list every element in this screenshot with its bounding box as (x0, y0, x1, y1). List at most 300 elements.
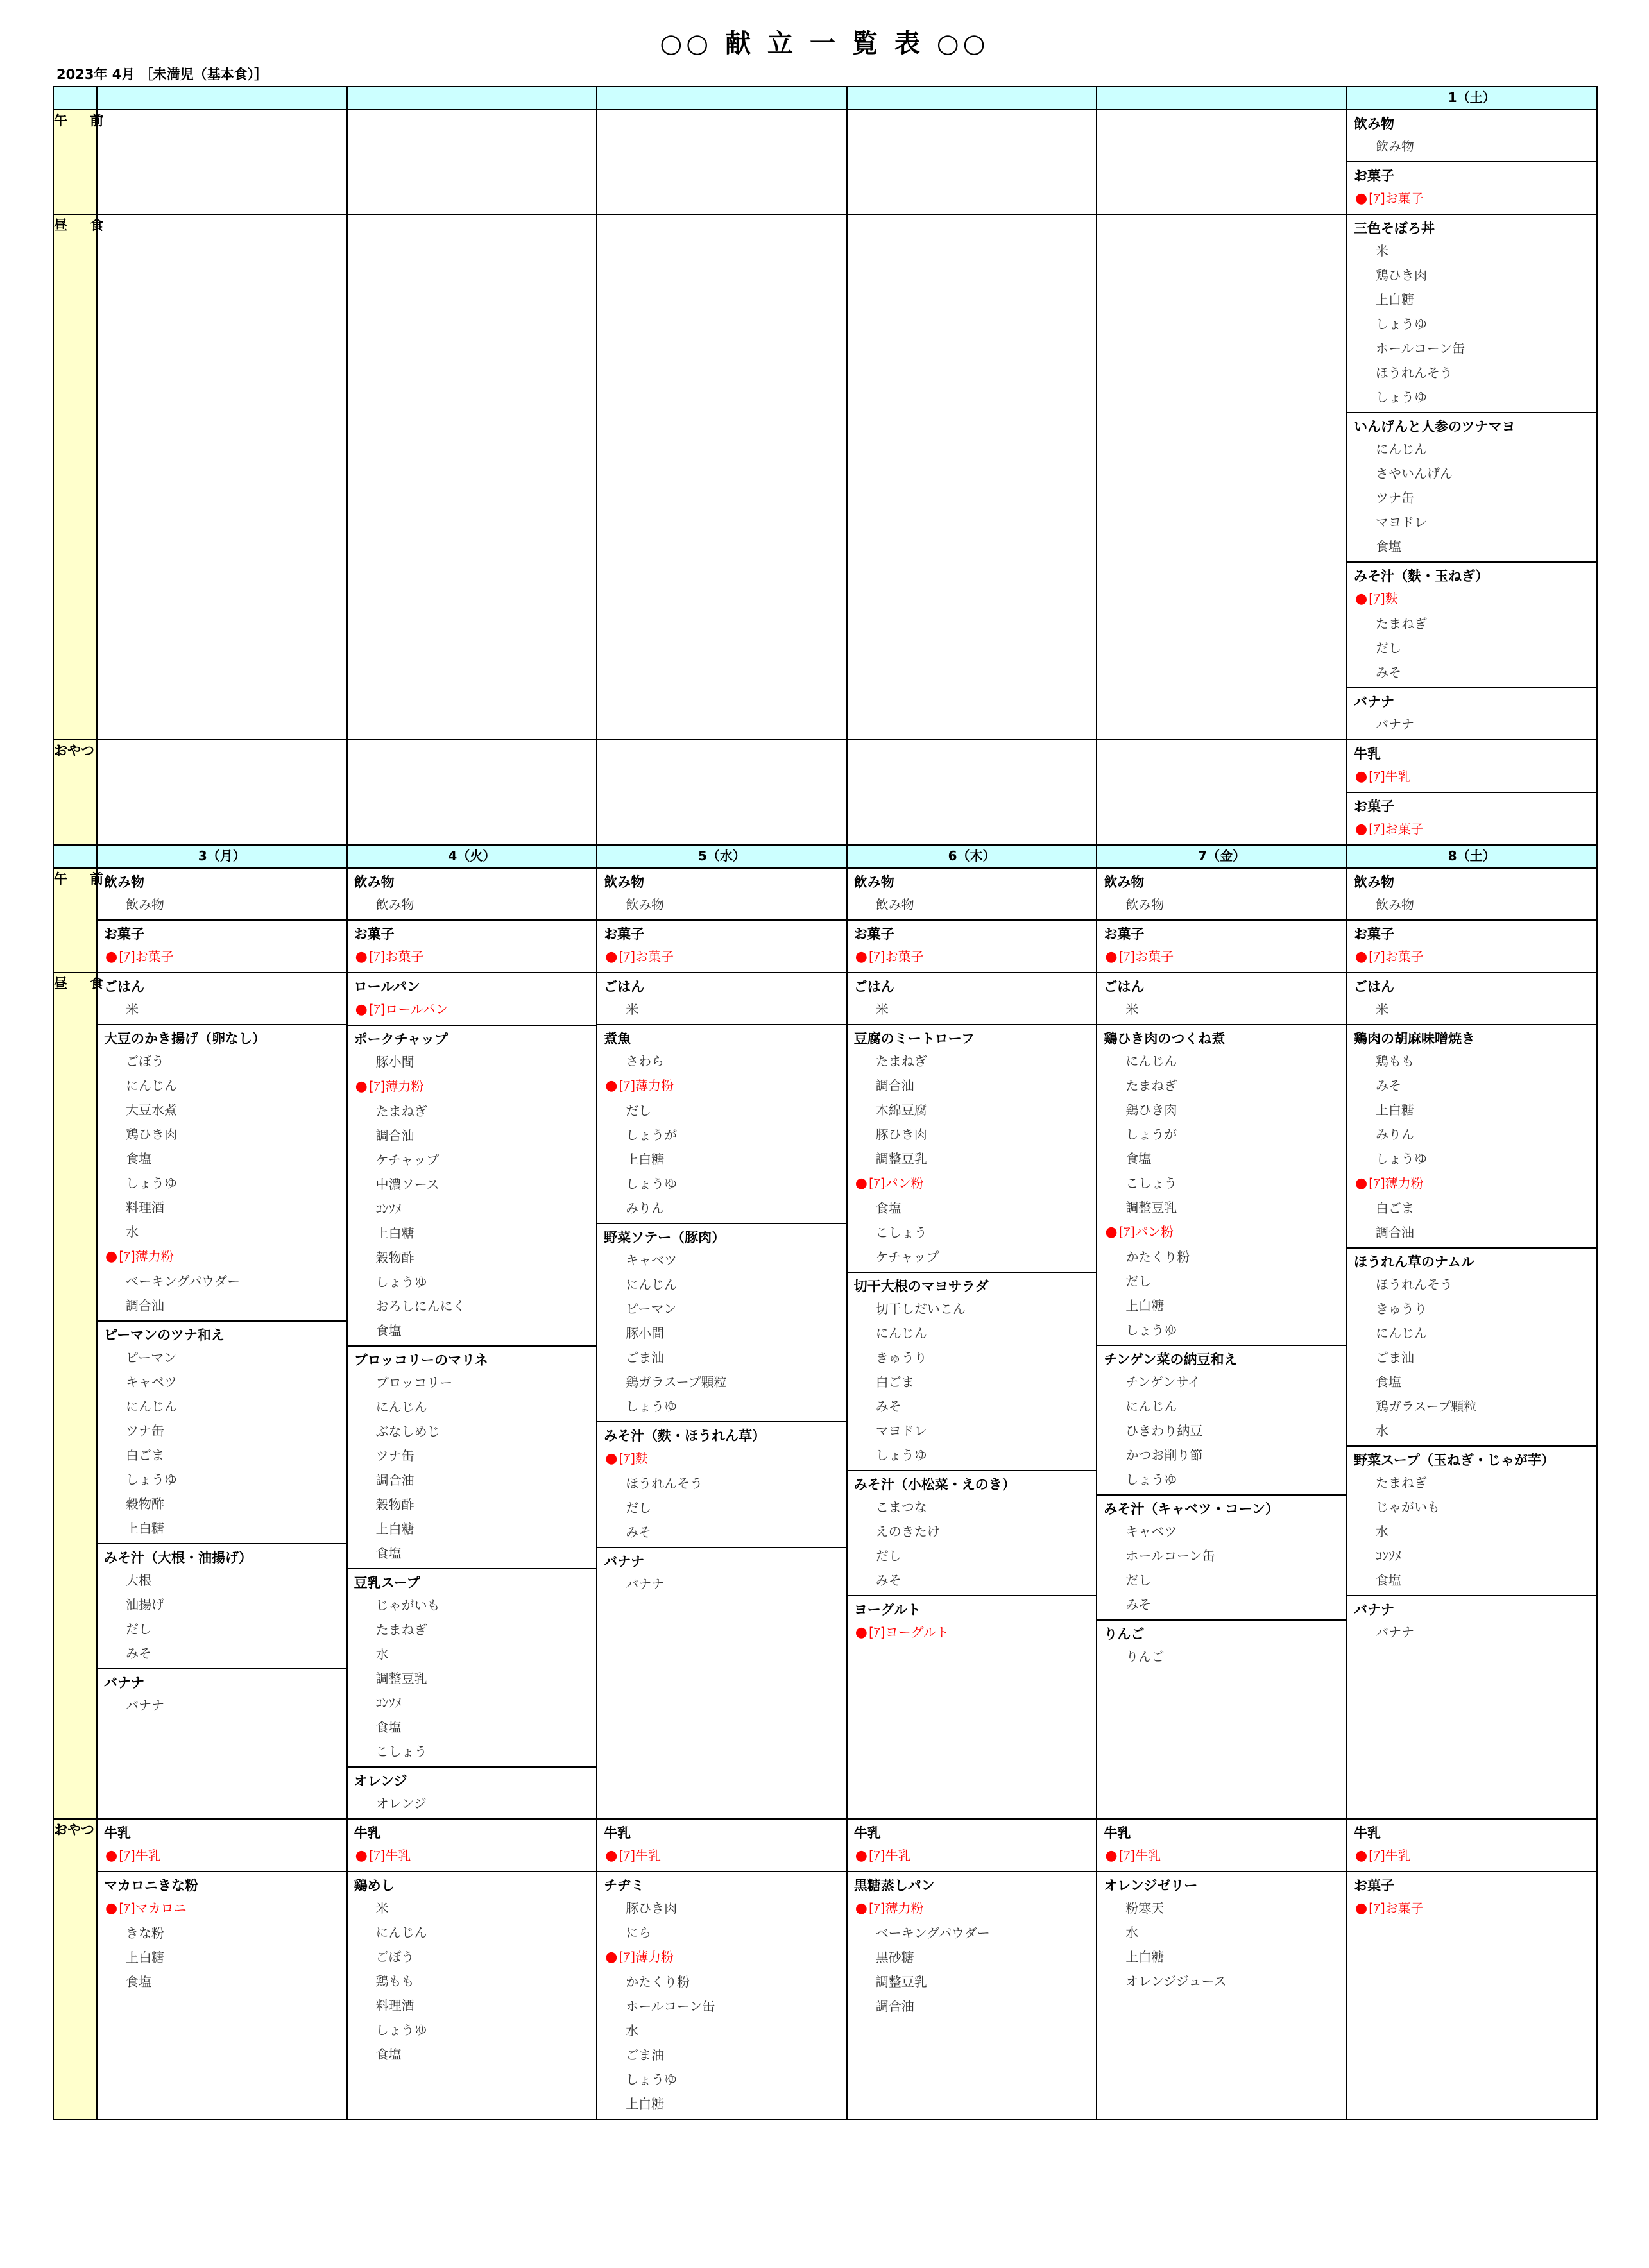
ingredient (848, 997, 1097, 1021)
dish-name: お菓子 (104, 926, 144, 942)
menu-cell (347, 868, 597, 973)
day-header: 3（月） (97, 845, 347, 868)
ingredient (597, 1520, 846, 1544)
ingredient (1097, 1568, 1346, 1592)
ingredient-text: こしょう (1125, 1175, 1177, 1191)
ingredient (848, 892, 1097, 917)
snack-row (53, 740, 1597, 845)
ingredient-text: [ｱ]お菓子 (868, 949, 924, 964)
dish (1347, 1025, 1596, 1249)
ingredient (597, 1394, 846, 1419)
ingredient-text: ホールコーン缶 (1125, 1548, 1215, 1564)
ingredient-text: だし (1375, 640, 1401, 656)
ingredient (98, 1049, 346, 1073)
menu-cell (347, 740, 597, 845)
dish (1347, 1820, 1596, 1872)
ingredient-text: にら (626, 1925, 652, 1940)
ingredient (348, 1541, 597, 1565)
ingredient-text: ベーキングパウダー (875, 1925, 990, 1941)
ingredient (597, 1994, 846, 2018)
dish (98, 921, 346, 972)
ingredient (597, 1248, 846, 1272)
ingredient-text: キャベツ (126, 1374, 177, 1390)
ingredient (848, 1049, 1097, 1073)
dish-name: ごはん (853, 979, 894, 994)
ingredient-text: マヨドレ (1375, 515, 1427, 530)
ingredient (1097, 1269, 1346, 1293)
dish (98, 869, 346, 921)
ingredient-text: 調整豆乳 (1125, 1200, 1177, 1215)
ingredient (98, 1122, 346, 1147)
dish (1097, 1820, 1346, 1872)
ingredient-text: ツナ缶 (1375, 490, 1414, 506)
ingredient-text: しょうゆ (1375, 389, 1427, 405)
lunch-row (53, 214, 1597, 740)
ingredient-text: 水 (1375, 1423, 1388, 1438)
dish-name: 豆乳スープ (354, 1575, 420, 1590)
menu-cell (1347, 868, 1597, 973)
ingredient-text: 上白糖 (126, 1950, 164, 1965)
ingredient (1347, 1519, 1596, 1544)
ingredient-text: おろしにんにく (375, 1299, 466, 1314)
ingredient (348, 1123, 597, 1148)
allergen-ingredient (98, 1843, 346, 1868)
menu-cell (847, 973, 1097, 1819)
menu-table (53, 86, 1598, 2120)
ingredient (1347, 1297, 1596, 1321)
allergen-ingredient (597, 944, 846, 969)
ingredient-text: 調合油 (875, 1078, 914, 1093)
allergen-dot-icon: ● (1354, 1900, 1368, 1916)
ingredient-text: 飲み物 (126, 897, 164, 912)
ingredient (1347, 437, 1596, 461)
ingredient-text: 上白糖 (126, 1521, 164, 1536)
lunch-label (53, 214, 113, 740)
ingredient-text: 鶏ひき肉 (126, 1127, 177, 1142)
dish-name: ポークチャップ (354, 1032, 448, 1047)
ingredient-text: ホールコーン缶 (1375, 341, 1465, 356)
ingredient (348, 1617, 597, 1642)
dish-name: みそ汁（麩・玉ねぎ） (1353, 568, 1489, 584)
dish-name: バナナ (104, 1675, 144, 1691)
morning-label (53, 110, 113, 214)
dish (1097, 1346, 1346, 1496)
ingredient-text: マヨドレ (875, 1423, 927, 1438)
dish (348, 869, 597, 921)
menu-cell (847, 740, 1097, 845)
ingredient-text: 穀物酢 (375, 1250, 414, 1265)
dish-name: 飲み物 (1104, 874, 1145, 890)
ingredient-text: みそ (1375, 665, 1401, 680)
ingredient (1347, 1098, 1596, 1122)
ingredient-text: 白ごま (126, 1447, 164, 1463)
ingredient-text: みそ (875, 1573, 901, 1588)
ingredient-text: 鶏もも (375, 1974, 414, 1989)
ingredient (848, 1220, 1097, 1245)
dish-name: お菓子 (853, 926, 894, 942)
ingredient (1347, 486, 1596, 510)
ingredient-text: 鶏ひき肉 (1125, 1102, 1177, 1118)
ingredient (348, 892, 597, 917)
meal-label-text: 午 前 (54, 113, 113, 128)
ingredient (597, 1920, 846, 1945)
dish-name: ごはん (104, 979, 144, 994)
ingredient-text: キャベツ (1125, 1524, 1177, 1539)
ingredient-text: [ｱ]薄力粉 (1369, 1175, 1424, 1191)
ingredient-text: ごま油 (626, 2047, 665, 2063)
allergen-dot-icon: ● (855, 1624, 867, 1641)
ingredient-text: にんじん (1375, 441, 1427, 457)
ingredient-text: 飲み物 (1375, 139, 1414, 154)
ingredient-text: 食塩 (126, 1151, 151, 1166)
ingredient-text: 鶏ガラスープ顆粒 (626, 1374, 727, 1390)
ingredient-text: しょうゆ (1125, 1472, 1177, 1487)
ingredient-text: ごま油 (1375, 1350, 1414, 1365)
menu-cell (1097, 740, 1347, 845)
allergen-ingredient (848, 1620, 1097, 1645)
ingredient-text: 油揚げ (126, 1597, 164, 1612)
ingredient (348, 1517, 597, 1541)
allergen-ingredient (848, 1843, 1097, 1868)
allergen-ingredient (597, 1945, 846, 1970)
dish-name: ブロッコリーのマリネ (354, 1352, 488, 1368)
menu-cell (597, 214, 847, 740)
ingredient (1347, 1620, 1596, 1644)
ingredient (1347, 1471, 1596, 1495)
ingredient-text: 食塩 (1375, 1573, 1401, 1588)
dish-name: みそ汁（大根・油揚げ） (104, 1550, 252, 1565)
ingredient (1347, 1419, 1596, 1443)
ingredient-text: みそ (875, 1399, 901, 1414)
allergen-ingredient (98, 1896, 346, 1921)
ingredient-text: ごま油 (626, 1350, 665, 1365)
ingredient (1097, 1122, 1346, 1147)
ingredient (1347, 1495, 1596, 1519)
morning-label (53, 868, 113, 973)
ingredient-text: 穀物酢 (126, 1496, 164, 1512)
menu-cell (1347, 110, 1597, 214)
ingredient-text: さわら (626, 1053, 665, 1069)
ingredient-text: 飲み物 (875, 897, 914, 912)
ingredient (848, 1245, 1097, 1269)
ingredient (98, 1921, 346, 1945)
ingredient (348, 1270, 597, 1294)
ingredient (1097, 1544, 1346, 1568)
allergen-dot-icon: ● (1354, 591, 1368, 607)
dish-name: 豆腐のミートローフ (853, 1031, 975, 1046)
dish-name: 牛乳 (1353, 746, 1381, 762)
dish-name: りんご (1104, 1626, 1145, 1642)
ingredient (597, 1123, 846, 1147)
dish (348, 1820, 597, 1872)
allergen-ingredient (98, 1244, 346, 1269)
ingredient (1097, 1443, 1346, 1467)
ingredient-text: にんじん (1125, 1399, 1177, 1414)
ingredient-text: 米 (1375, 1002, 1388, 1017)
dish-name: 鶏肉の胡麻味噌焼き (1353, 1031, 1475, 1046)
dish (98, 973, 346, 1025)
ingredient-text: 木綿豆腐 (875, 1102, 927, 1118)
allergen-dot-icon: ● (1105, 1224, 1118, 1240)
dish-name: 飲み物 (853, 874, 894, 890)
ingredient (348, 1318, 597, 1343)
menu-cell (847, 110, 1097, 214)
allergen-ingredient (1347, 944, 1596, 969)
allergen-dot-icon: ● (105, 949, 118, 965)
menu-cell (597, 973, 847, 1819)
ingredient-text: 上白糖 (1125, 1298, 1165, 1313)
ingredient-text: みそ (1125, 1597, 1152, 1612)
allergen-ingredient (597, 1843, 846, 1868)
ingredient (348, 1739, 597, 1764)
ingredient-text: 鶏もも (1375, 1053, 1414, 1069)
ingredient (597, 1049, 846, 1073)
ingredient-text: [ｱ]薄力粉 (119, 1249, 174, 1264)
allergen-dot-icon: ● (1354, 949, 1368, 965)
allergen-dot-icon: ● (605, 949, 618, 965)
ingredient-text: 切干しだいこん (875, 1301, 966, 1317)
ingredient-text: 豚小間 (626, 1326, 665, 1341)
dish (1347, 869, 1596, 921)
ingredient (848, 1544, 1097, 1568)
allergen-dot-icon: ● (355, 1848, 368, 1864)
allergen-dot-icon: ● (855, 1848, 867, 1864)
ingredient (848, 1196, 1097, 1220)
dish-name: 黒糖蒸しパン (853, 1878, 935, 1893)
ingredient-text: [ｱ]マカロニ (119, 1900, 187, 1916)
ingredient-text: [ｱ]薄力粉 (619, 1949, 674, 1965)
dish (348, 1026, 597, 1347)
allergen-ingredient (1097, 944, 1346, 969)
dish-name: 三色そぼろ丼 (1353, 221, 1435, 236)
allergen-dot-icon: ● (1354, 821, 1368, 837)
ingredient-text: きな粉 (126, 1925, 164, 1941)
ingredient (848, 1994, 1097, 2018)
dish-name: ほうれん草のナムル (1353, 1254, 1474, 1270)
dish (98, 1669, 346, 1720)
ingredient (98, 1467, 346, 1492)
ingredient (348, 1492, 597, 1517)
dish-name: 鶏めし (354, 1878, 395, 1893)
allergen-dot-icon: ● (355, 949, 368, 965)
ingredient (98, 1345, 346, 1370)
ingredient-text: [ｱ]お菓子 (1369, 1900, 1424, 1916)
meal-label-text: 昼 食 (54, 217, 113, 233)
dish-name: 飲み物 (354, 874, 395, 890)
ingredient-text: じゃがいも (1375, 1499, 1440, 1515)
ingredient (348, 1419, 597, 1444)
ingredient-text: チンゲンサイ (1125, 1374, 1201, 1390)
ingredient (1347, 461, 1596, 486)
ingredient (348, 1666, 597, 1691)
ingredient-text: [ｱ]ヨーグルト (868, 1624, 949, 1640)
allergen-dot-icon: ● (605, 1078, 618, 1094)
morning-row (53, 868, 1597, 973)
ingredient-text: 米 (1125, 1002, 1139, 1017)
dish-name: 野菜ソテー（豚肉） (604, 1230, 726, 1245)
ingredient-text: 料理酒 (126, 1200, 164, 1215)
ingredient (98, 1970, 346, 1994)
menu-cell (847, 214, 1097, 740)
ingredient-text: ピーマン (126, 1350, 177, 1365)
ingredient (597, 997, 846, 1021)
ingredient-text: かたくり粉 (1125, 1249, 1190, 1265)
ingredient (1347, 263, 1596, 287)
ingredient-text: たまねぎ (375, 1104, 427, 1119)
ingredient (597, 1370, 846, 1394)
dish (597, 1224, 846, 1422)
snack-row (53, 1819, 1597, 2119)
ingredient (1347, 1049, 1596, 1073)
ingredient (597, 1098, 846, 1123)
allergen-dot-icon: ● (1354, 769, 1368, 785)
ingredient-text: [ｱ]麩 (1369, 591, 1398, 606)
dish-name: 飲み物 (604, 874, 645, 890)
ingredient-text: 上白糖 (1375, 292, 1414, 307)
ingredient-text: ホールコーン缶 (626, 1999, 715, 2014)
ingredient (1097, 997, 1346, 1021)
ingredient (1097, 1969, 1346, 1993)
ingredient-text: みりん (1375, 1127, 1414, 1142)
ingredient-text: ぶなしめじ (375, 1424, 440, 1439)
day-header: 1（土） (1347, 87, 1597, 110)
ingredient (597, 1471, 846, 1496)
ingredient-text: えのきたけ (875, 1524, 940, 1539)
ingredient (1347, 712, 1596, 737)
meal-label-text: おやつ (54, 1822, 94, 1837)
ingredient (1347, 1370, 1596, 1394)
ingredient-text: 飲み物 (1125, 897, 1165, 912)
allergen-dot-icon: ● (605, 1949, 618, 1965)
dish (348, 1872, 597, 2069)
header-corner (53, 87, 97, 110)
ingredient-text: 料理酒 (375, 1998, 414, 2013)
dish-name: 飲み物 (1353, 116, 1394, 132)
ingredient (1097, 1293, 1346, 1318)
ingredient (848, 1394, 1097, 1419)
menu-cell (97, 110, 347, 214)
ingredient (348, 1642, 597, 1666)
dish-name: いんげんと人参のツナマヨ (1353, 419, 1516, 434)
ingredient (1347, 1073, 1596, 1098)
lunch-label (53, 973, 113, 1819)
ingredient-text: [ｱ]ロールパン (368, 1002, 449, 1017)
ingredient-text: [ｱ]牛乳 (119, 1848, 161, 1863)
ingredient (1097, 1945, 1346, 1969)
ingredient (1097, 1147, 1346, 1171)
ingredient-text: だし (875, 1548, 901, 1564)
ingredient-text: 粉寒天 (1125, 1900, 1165, 1916)
allergen-ingredient (597, 1446, 846, 1471)
ingredient-text: 穀物酢 (375, 1497, 414, 1512)
ingredient (98, 1171, 346, 1195)
ingredient-text: 米 (626, 1002, 639, 1017)
menu-cell (347, 110, 597, 214)
dish-name: お菓子 (1104, 926, 1145, 942)
allergen-ingredient (1347, 586, 1596, 611)
dish (597, 869, 846, 921)
dish-name: マカロニきな粉 (104, 1878, 198, 1893)
dish (1097, 869, 1346, 921)
ingredient (1097, 1049, 1346, 1073)
allergen-dot-icon: ● (1354, 1175, 1368, 1191)
ingredient-text: しょうが (1125, 1127, 1177, 1142)
ingredient-text: [ｱ]パン粉 (868, 1175, 924, 1191)
dish-name: オレンジゼリー (1104, 1878, 1198, 1893)
ingredient-text: 上白糖 (1125, 1949, 1165, 1965)
ingredient-text: しょうが (626, 1127, 678, 1143)
ingredient-text: しょうゆ (1375, 316, 1427, 332)
ingredient (1347, 312, 1596, 336)
dish (348, 1768, 597, 1818)
ingredient (1097, 1519, 1346, 1544)
ingredient (1347, 1568, 1596, 1592)
menu-cell (1347, 973, 1597, 1819)
ingredient (1097, 1098, 1346, 1122)
day-header: 5（水） (597, 845, 847, 868)
ingredient (1347, 534, 1596, 559)
ingredient-text: [ｱ]薄力粉 (868, 1900, 924, 1916)
dish-name: 大豆のかき揚げ（卵なし） (104, 1031, 266, 1046)
ingredient-text: 上白糖 (375, 1521, 414, 1537)
dish-name: お菓子 (1353, 799, 1394, 814)
ingredient-text: かつお削り節 (1125, 1447, 1203, 1463)
ingredient-text: 水 (626, 2023, 639, 2038)
ingredient-text: [ｱ]お菓子 (1369, 821, 1424, 837)
dish (1347, 162, 1596, 214)
dish-name: みそ汁（麩・ほうれん草） (604, 1428, 766, 1444)
ingredient (1097, 1592, 1346, 1617)
ingredient-text: だし (126, 1621, 151, 1637)
ingredient (1097, 1394, 1346, 1419)
ingredient (597, 1321, 846, 1345)
ingredient-text: ほうれんそう (1375, 1277, 1453, 1292)
allergen-ingredient (597, 1073, 846, 1098)
menu-cell (97, 1819, 347, 2119)
ingredient (1097, 1896, 1346, 1920)
ingredient (848, 1073, 1097, 1098)
ingredient (1347, 660, 1596, 685)
ingredient-text: にんじん (375, 1399, 427, 1415)
ingredient (848, 1370, 1097, 1394)
dish (98, 1872, 346, 1997)
dish (848, 1471, 1097, 1596)
ingredient (98, 1945, 346, 1970)
ingredient (1097, 1644, 1346, 1669)
ingredient-text: [ｱ]パン粉 (1118, 1224, 1174, 1240)
ingredient-text: ケチャップ (375, 1152, 440, 1168)
menu-cell (1097, 214, 1347, 740)
ingredient-text: しょうゆ (126, 1175, 177, 1191)
ingredient-text: バナナ (1375, 1624, 1414, 1640)
dish-name: 飲み物 (104, 874, 144, 890)
ingredient (98, 1394, 346, 1419)
ingredient-text: 飲み物 (375, 897, 414, 912)
ingredient (348, 1172, 597, 1197)
ingredient (348, 2042, 597, 2067)
ingredient (98, 1220, 346, 1244)
allergen-ingredient (1347, 1843, 1596, 1868)
dish (1347, 688, 1596, 739)
menu-cell (97, 868, 347, 973)
dish (1347, 1596, 1596, 1647)
ingredient (848, 1297, 1097, 1321)
ingredient-text: みそ (626, 1524, 652, 1540)
menu-cell (847, 1819, 1097, 2119)
dish (1347, 973, 1596, 1025)
ingredient-text: 調合油 (1375, 1225, 1414, 1240)
ingredient (1347, 1147, 1596, 1171)
